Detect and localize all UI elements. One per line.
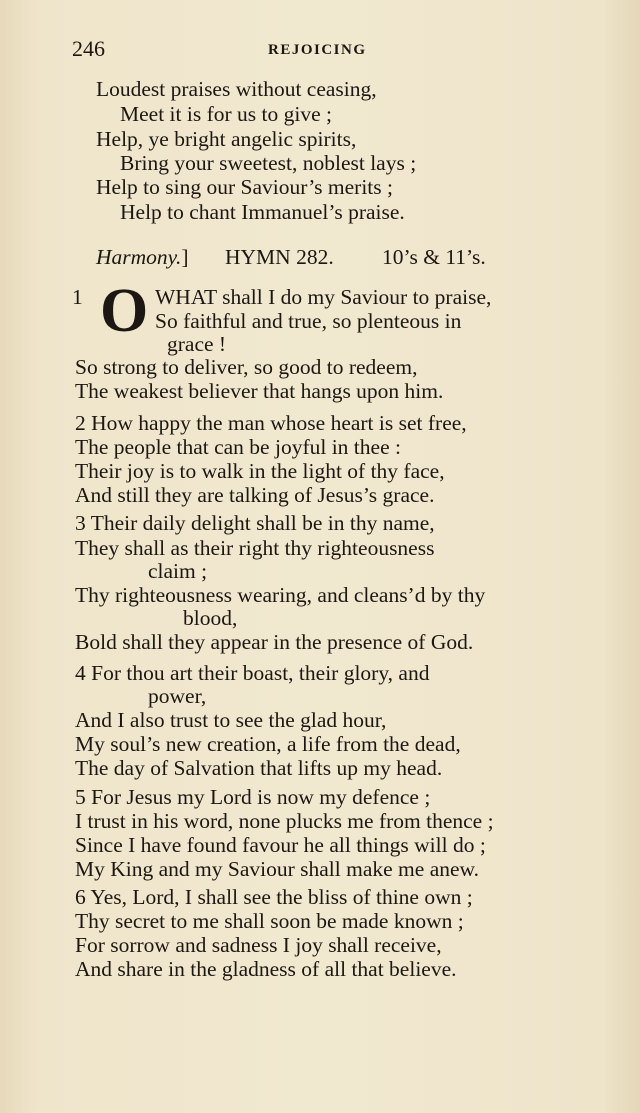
hymn-line: Thy righteousness wearing, and cleans’d by thy [75, 583, 486, 607]
hymn-line: grace ! [167, 332, 227, 356]
prev-hymn-line: Loudest praises without ceasing, [96, 77, 377, 101]
hymn-line: 4 For thou art their boast, their glory, and [75, 661, 430, 685]
prev-hymn-line: Help to chant Immanuel’s praise. [120, 200, 405, 224]
drop-cap: O [100, 277, 149, 345]
hymn-line: blood, [183, 606, 238, 630]
tune-name: Harmony. [96, 245, 182, 269]
hymn-line: claim ; [148, 559, 208, 583]
hymn-line: 3 Their daily delight shall be in thy name, [75, 511, 435, 535]
tune-bracket: ] [181, 245, 189, 269]
hymn-line: And share in the gladness of all that believe. [75, 957, 457, 981]
hymn-line: Since I have found favour he all things will do ; [75, 833, 486, 857]
prev-hymn-line: Help, ye bright angelic spirits, [96, 127, 357, 151]
hymn-line: 2 How happy the man whose heart is set free, [75, 411, 467, 435]
hymn-line: The weakest believer that hangs upon him. [75, 379, 444, 403]
hymn-line: And still they are talking of Jesus’s grace. [75, 483, 435, 507]
hymn-line: power, [148, 684, 207, 708]
running-title: REJOICING [268, 42, 367, 58]
hymn-line: Bold shall they appear in the presence of God. [75, 630, 474, 654]
hymn-meter: 10’s & 11’s. [382, 245, 486, 269]
page-number: 246 [72, 36, 105, 61]
prev-hymn-line: Bring your sweetest, noblest lays ; [120, 151, 417, 175]
hymn-line: My soul’s new creation, a life from the dead, [75, 732, 461, 756]
hymn-heading [96, 244, 486, 270]
hymn-line: The day of Salvation that lifts up my head. [75, 756, 443, 780]
hymn-line: The people that can be joyful in thee : [75, 435, 401, 459]
prev-hymn-line: Help to sing our Saviour’s merits ; [96, 175, 394, 199]
hymn-line: For sorrow and sadness I joy shall receive, [75, 933, 442, 957]
hymn-line: I trust in his word, none plucks me from thence ; [75, 809, 494, 833]
prev-hymn-line: Meet it is for us to give ; [120, 102, 332, 126]
hymn-line: So strong to deliver, so good to redeem, [75, 355, 418, 379]
hymn-line: Their joy is to walk in the light of thy face, [75, 459, 445, 483]
hymn-line: My King and my Saviour shall make me anew. [75, 857, 480, 881]
hymn-line: So faithful and true, so plenteous in [155, 309, 462, 333]
verse-number: 1 [72, 285, 83, 309]
hymn-line: And I also trust to see the glad hour, [75, 708, 387, 732]
hymn-line: WHAT shall I do my Saviour to praise, [155, 285, 492, 309]
hymn-line: 5 For Jesus my Lord is now my defence ; [75, 785, 431, 809]
hymn-line: They shall as their right thy righteousness [75, 536, 435, 560]
hymn-number: HYMN 282. [225, 245, 334, 269]
hymn-line: 6 Yes, Lord, I shall see the bliss of thine own ; [75, 885, 473, 909]
hymn-line: Thy secret to me shall soon be made known ; [75, 909, 464, 933]
